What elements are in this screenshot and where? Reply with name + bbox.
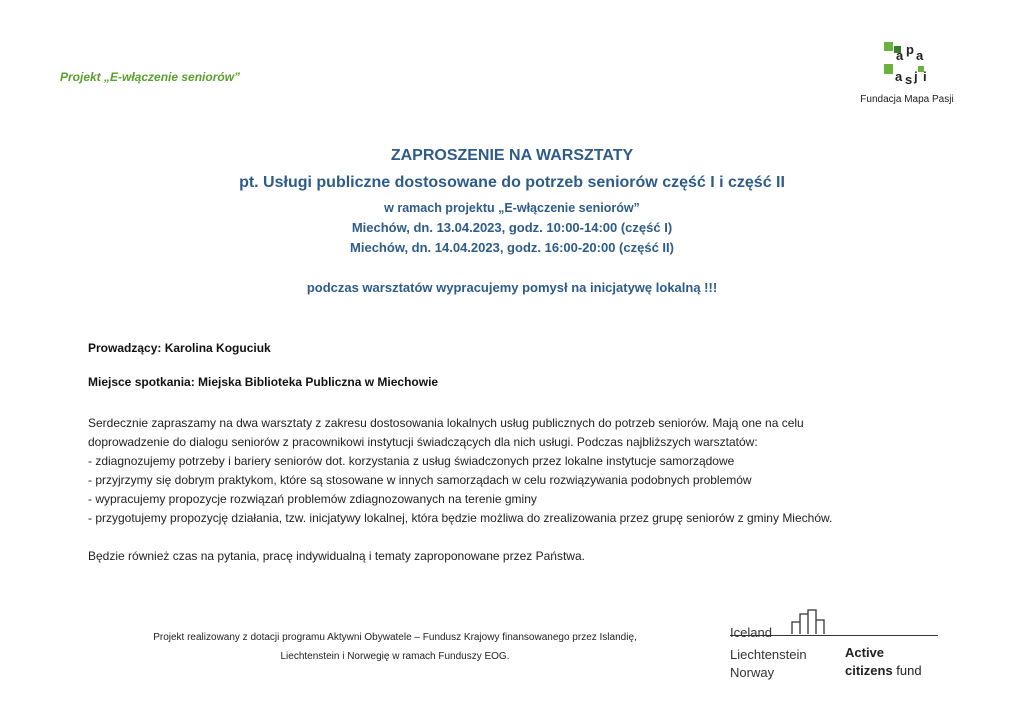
session-2-date: Miechów, dn. 14.04.2023, godz. 16:00-20:00 (część II) <box>350 240 674 255</box>
leader-line: Prowadzący: Karolina Koguciuk <box>88 341 271 355</box>
fund-name-citizens-bold: citizens <box>845 663 893 678</box>
venue-line: Miejsce spotkania: Miejska Biblioteka Publiczna w Miechowie <box>88 375 439 389</box>
title-block <box>0 146 1024 298</box>
intro-line: doprowadzenie do dialogu seniorów z pracownikowi instytucji świadczących dla nich usługi. Podczas najbliższych warsztatów: <box>88 435 758 449</box>
bullet-item: - przygotujemy propozycję działania, tzw. inicjatywy lokalnej, która będzie możliwa do zrealizowania przez grupę seniorów z gminy Miechów. <box>88 511 833 525</box>
countries-list <box>730 624 807 682</box>
svg-text:s: s <box>905 72 913 87</box>
svg-text:i: i <box>923 69 927 84</box>
fund-name-fund: fund <box>892 663 922 678</box>
project-tag: Projekt „E-włączenie seniorów” <box>60 70 241 84</box>
mapa-pasji-logo-icon <box>882 40 932 88</box>
funding-note-line: Projekt realizowany z dotacji programu Aktywni Obywatele – Fundusz Krajowy finansowanego przez Islandię, <box>153 632 637 643</box>
bullet-item: - zdiagnozujemy potrzeby i bariery seniorów dot. korzystania z usług świadczonych przez lokalne instytucje samorządowe <box>88 454 735 468</box>
svg-text:p: p <box>906 42 914 57</box>
svg-text:a: a <box>896 48 904 63</box>
bullet-item: - przyjrzymy się dobrym praktykom, które są stosowane w innych samorządach w celu rozwiązywania podobnych problemów <box>88 473 752 487</box>
funding-note-line: Liechtenstein i Norwegię w ramach Funduszy EOG. <box>280 651 510 662</box>
body-text <box>88 414 948 566</box>
logo-caption: Fundacja Mapa Pasji <box>860 94 954 105</box>
country-name: Liechtenstein <box>730 647 807 662</box>
svg-text:a: a <box>916 48 924 63</box>
active-citizens-fund <box>845 644 922 680</box>
invitation-heading: ZAPROSZENIE NA WARSZTATY <box>390 147 634 164</box>
intro-line: Serdecznie zapraszamy na dwa warsztaty z zakresu dostosowania lokalnych usług publicznych do potrzeb seniorów. Mają one na celu <box>88 416 804 430</box>
country-name: Iceland <box>730 625 772 640</box>
eea-grants-logo <box>730 606 950 686</box>
svg-text:j: j <box>914 69 918 84</box>
fund-name-active: Active <box>845 645 885 660</box>
funding-note <box>80 628 710 666</box>
closing-line: Będzie również czas na pytania, pracę indywidualną i tematy zaproponowane przez Państwa. <box>88 549 585 563</box>
country-name: Norway <box>730 665 775 680</box>
project-line: w ramach projektu „E-włączenie seniorów” <box>384 201 640 215</box>
bullet-item: - wypracujemy propozycje rozwiązań problemów zdiagnozowanych na terenie gminy <box>88 492 537 506</box>
workshop-title: pt. Usługi publiczne dostosowane do potrzeb seniorów część I i część II <box>239 174 785 191</box>
session-1-date: Miechów, dn. 13.04.2023, godz. 10:00-14:00 (część I) <box>351 220 673 235</box>
fund-name-citizens <box>845 663 922 678</box>
foundation-logo <box>852 40 962 105</box>
workshop-goal: podczas warsztatów wypracujemy pomysł na inicjatywę lokalną !!! <box>306 280 718 295</box>
svg-text:a: a <box>895 69 903 84</box>
